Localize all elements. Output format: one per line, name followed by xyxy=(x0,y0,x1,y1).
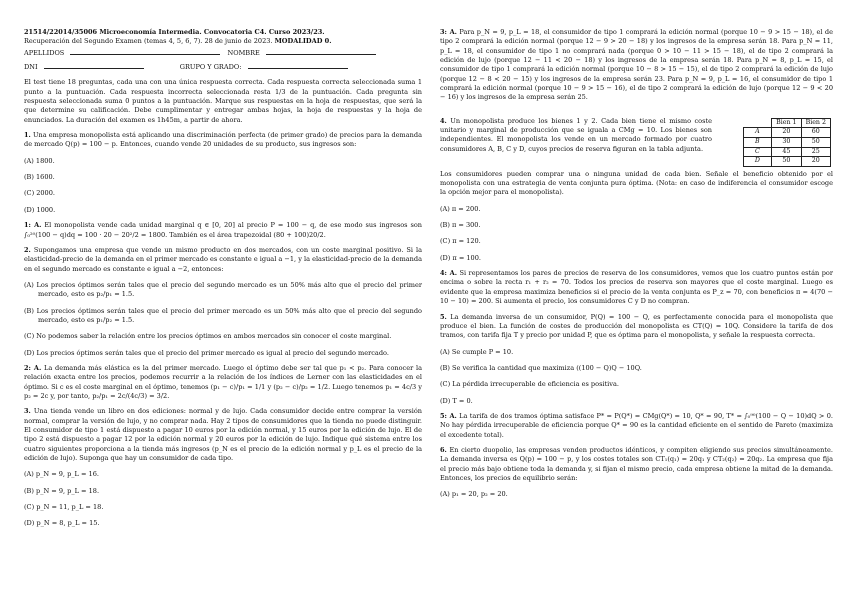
q5-option-c[interactable]: (C) La pérdida irrecuperable de eficiencia es positiva. xyxy=(440,380,619,389)
apellidos-label: APELLIDOS xyxy=(24,48,65,57)
q1-answer: 1: A. El monopolista vende cada unidad marginal q ∈ [0, 20] al precio P = 100 − q, de ese modo sus ingresos son ∫₀²⁰(100 − q)dq = 100 · 20 − 20²/2 = 1800. También es el área trapezoidal (80 + 100)20/2. xyxy=(24,221,422,239)
q2-option-c[interactable]: (C) No podemos saber la relación entre los precios óptimos en ambos mercados sin conocer el coste marginal. xyxy=(24,332,392,341)
apellidos-line xyxy=(24,47,422,58)
question-2: 2. Supongamos una empresa que vende un mismo producto en dos mercados, con un coste marginal positivo. Si la elasticidad-precio de la demanda en el primer mercado es constante e igual a −1, y la elasticidad-precio de la demanda en el segundo mercado es constante e igual a −2, entonces: xyxy=(24,245,422,273)
apellidos-field[interactable] xyxy=(70,47,220,55)
q5-option-a[interactable]: (A) Se cumple P = 10. xyxy=(440,347,514,356)
question-3: 3. Una tienda vende un libro en dos ediciones: normal y de lujo. Cada consumidor decide entre comprar la versión normal, comprar la versión de lujo, y no comprar nada. Hay 2 tipos de consumidores que la tienda no puede distinguir. El consumidor de tipo 1 está dispuesto a pagar 10 euros por la edición normal, y 15 euros por la edición de lujo. El de tipo 2 está dispuesto a pagar 12 por la edición normal y 20 euros por la edición de lujo. Indique qué sistema entre los cuatro siguientes proporciona a la tienda más ingresos (p_N es el precio de la edición normal y p_L es el precio de la edición de lujo). Suponga que hay un consumidor de cada tipo. xyxy=(24,407,422,463)
table-row: D 50 20 xyxy=(743,157,830,167)
q4-option-b[interactable]: (B) π = 300. xyxy=(440,221,481,230)
q4-option-a[interactable]: (A) π = 200. xyxy=(440,204,481,213)
table-row: C 45 25 xyxy=(743,147,830,157)
q1-option-d[interactable]: (D) 1000. xyxy=(24,205,56,214)
exam-title: 21514/22014/35006 Microeconomía Intermedia. Convocatoria C4. Curso 2023/23. xyxy=(24,28,325,36)
dni-label: DNI xyxy=(24,63,38,72)
q2-option-d[interactable]: (D) Los precios óptimos serán tales que el precio del primer mercado es igual al precio del segundo mercado. xyxy=(24,348,389,357)
nombre-field[interactable] xyxy=(266,47,376,55)
col-header-bien-2: Bien 2 xyxy=(801,118,830,128)
q3-option-a[interactable]: (A) p_N = 9, p_L = 16. xyxy=(24,470,99,479)
q6-option-a[interactable]: (A) p₁ = 20, p₂ = 20. xyxy=(440,490,508,499)
q3-option-d[interactable]: (D) p_N = 8, p_L = 15. xyxy=(24,519,100,528)
dni-field[interactable] xyxy=(44,61,144,69)
q4-answer: 4: A. Si representamos los pares de precios de reserva de los consumidores, vemos que los cuatro puntos están por encima o sobre la recta r₁ + r₂ = 70. Todos los precios de reserva son mayores que el coste marginal. Luego es evidente que la empresa maximiza beneficios si el precio de la venta conjunta es P_z = 70, con beneficios π = 4(70 − 10 − 10) = 200. Si aumenta el precio, los consumidores C y D no compran. xyxy=(440,269,833,306)
q3-option-b[interactable]: (B) p_N = 9, p_L = 18. xyxy=(24,486,100,495)
q1-option-a[interactable]: (A) 1800. xyxy=(24,156,55,165)
left-column xyxy=(24,28,422,529)
nombre-label: NOMBRE xyxy=(227,48,260,57)
q2-option-b[interactable]: (B) Los precios óptimos serán tales que el precio del primer mercado es un 50% más alto que el precio del segundo mercado, esto es p₁/p₂ = 1.5. xyxy=(24,306,422,324)
question-1: 1. Una empresa monopolista está aplicando una discriminación perfecta (de primer grado) de precios para la demanda de mercado Q(p) = 100 − p. Entonces, cuando vende 20 unidades de su producto, sus ingresos son: xyxy=(24,131,422,149)
q4-option-c[interactable]: (C) π = 120. xyxy=(440,237,481,246)
q5-answer: 5: A. La tarifa de dos tramos óptima satisface P* = P(Q*) = CMg(Q*) = 10, Q* = 90, T* = ∫₀⁹⁰(100 − Q − 10)dQ > 0. No hay pérdida irrecuperable de eficiencia porque Q* = 90 es la cantidad eficiente en el sentido de Pareto (maximiza el excedente total). xyxy=(440,411,833,439)
q2-answer: 2: A. La demanda más elástica es la del primer mercado. Luego el óptimo debe ser tal que p₁ < p₂. Para conocer la relación exacta entre los precios, podemos recurrir a la relación de los índices de Lerner con las elasticidades en el óptimo. Si c es el coste marginal en el óptimo, tenemos (p₁ − c)/p₁ = 1/1 y (p₂ − c)/p₂ = 1/2. Luego tenemos p₁ = 4c/3 y p₂ = 2c y, por tanto, p₂/p₁ = 2c/(4c/3) = 3/2. xyxy=(24,363,422,400)
q5-option-d[interactable]: (D) T = 0. xyxy=(440,396,473,405)
q3-answer: 3: A. Para p_N = 9, p_L = 18, el consumidor de tipo 1 comprará la edición normal (porque 10 − 9 > 15 − 18), el de tipo 2 comprará la edición normal (porque 12 − 9 > 20 − 18) y los ingresos de la empresa serán 18. Para p_N = 11, p_L = 18, el consumidor de tipo 1 no comprará nada (porque 0 > 10 − 11 > 15 − 18), el de tipo 2 comprará la edición de lujo (porque 12 − 11 < 20 − 18) y los ingresos de la empresa serán 18. Para p_N = 8, p_L = 15, el consumidor de tipo 1 comprará la edición normal (porque 10 − 8 > 15 − 15), el de tipo 2 comprará la edición de lujo (porque 12 − 8 < 20 − 15) y los ingresos de la empresa serán 23. Para p_N = 9, p_L = 16, el consumidor de tipo 1 comprará la edición normal (porque 10 − 9 > 15 − 16), el de tipo 2 comprará la edición de lujo (porque 12 − 9 < 20 − 16) y los ingresos de la empresa serán 25. xyxy=(440,28,833,102)
table-row: A 20 60 xyxy=(743,128,830,138)
instructions: El test tiene 18 preguntas, cada una con una única respuesta correcta. Cada respuesta correcta seleccionada suma 1 punto a la puntuación. Cada respuesta incorrecta seleccionada resta 1/3 de la puntuación. Cada pregunta sin respuesta seleccionada suma 0 puntos a la puntuación. Marque sus respuestas en la hoja de respuestas, que será la que determine su calificación. Debe cumplimentar y entregar ambas hojas, la hoja de respuestas y la hoja de enunciados. La duración del examen es 1h45m, a partir de ahora. xyxy=(24,78,422,124)
dni-line xyxy=(24,61,422,72)
q1-option-b[interactable]: (B) 1600. xyxy=(24,173,55,182)
q3-option-c[interactable]: (C) p_N = 11, p_L = 18. xyxy=(24,503,104,512)
q2-option-a[interactable]: (A) Los precios óptimos serán tales que el precio del segundo mercado es un 50% más alto que el precio del primer mercado, esto es p₂/p₁ = 1.5. xyxy=(24,280,422,299)
q1-option-c[interactable]: (C) 2000. xyxy=(24,189,55,198)
q5-option-b[interactable]: (B) Se verifica la cantidad que maximiza ((100 − Q)Q − 10Q. xyxy=(440,363,642,372)
reservation-price-table xyxy=(743,118,831,167)
col-header-bien-1: Bien 1 xyxy=(772,118,801,128)
question-4: 4. Un monopolista produce los bienes 1 y 2. Cada bien tiene el mismo coste unitario y marginal de producción que se iguala a CMg = 10. Los bienes son independientes. El monopolista los vende en un mercado formado por cuatro consumidores A, B, C y D, cuyos precios de reserva figuran en la tabla adjunta. xyxy=(440,116,712,153)
question-4-note: Los consumidores pueden comprar una o ninguna unidad de cada bien. Señale el beneficio obtenido por el monopolista con una estrategia de venta conjunta pura óptima. (Nota: en caso de indiferencia el consumidor escoge la opción mejor para el monopolista). xyxy=(440,169,833,197)
q4-block xyxy=(440,117,833,167)
right-column xyxy=(440,28,833,500)
question-6: 6. En cierto duopolio, las empresas venden productos idénticos, y compiten eligiendo sus precios simultáneamente. La demanda inversa es Q(p) = 100 − p, y los costes totales son CT₁(q₁) = 20q₁ y CT₂(q₂) = 20q₂. La empresa que fija el precio más bajo obtiene toda la demanda y, si fijan el mismo precio, cada empresa obtiene la mitad de la demanda. Entonces, los precios de equilibrio serán: xyxy=(440,445,833,482)
question-5: 5. La demanda inversa de un consumidor, P(Q) = 100 − Q, es perfectamente conocida para el monopolista que produce el bien. La función de costes de producción del monopolista es CT(Q) = 10Q. Considere la tarifa de dos tramos, con tarifa fija T y precio por unidad P, que es óptima para el monopolista, y señale la respuesta correcta. xyxy=(440,312,833,340)
grupo-field[interactable] xyxy=(248,61,348,69)
exam-subtitle: Recuperación del Segundo Examen (temas 4, 5, 6, 7). 28 de junio de 2023. MODALIDAD 0. xyxy=(24,37,332,46)
q4-option-d[interactable]: (D) π = 100. xyxy=(440,253,481,262)
exam-header xyxy=(24,28,422,37)
table-row: B 30 50 xyxy=(743,137,830,147)
grupo-label: GRUPO Y GRADO: xyxy=(179,63,242,72)
